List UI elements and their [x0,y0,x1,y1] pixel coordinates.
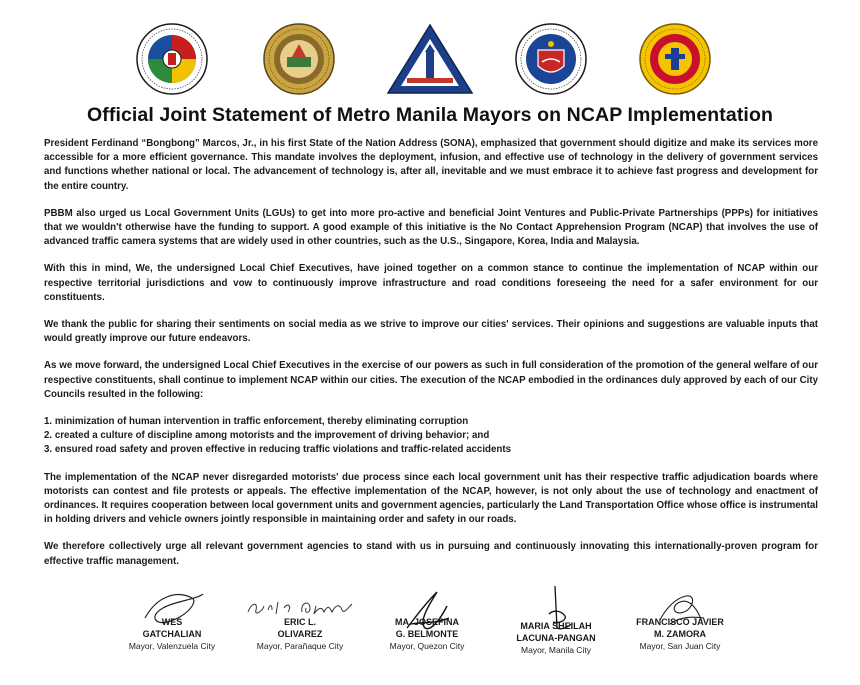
statement-title: Official Joint Statement of Metro Manila Mayors on NCAP Implementation [87,104,773,126]
paragraph-common-stance: With this in mind, We, the undersigned Local Chief Executives, have joined together on a common stance to continue the implementation of NCAP within our respective territorial jurisdictions and vow to continuously improve infrastructure and road conditions foreseeing the need for a safer environment for our constituents. [44,263,818,303]
signatory-name-line1: MARIA SHEILAH [520,621,592,631]
signatory-belmonte [372,588,482,652]
signatory-role: Mayor, Valenzuela City [128,641,216,651]
paragraph-ppp: PBBM also urged us Local Government Units (LGUs) to get into more pro-active and beneficial Joint Ventures and Public-Private Partnerships (PPPs) for initiatives that we wouldn't otherwise have the funding to support. A good example of this initiative is the No Contact Apprehension Program (NCAP) that involves the use of advanced traffic camera systems that are widely used in other countries, such as the U.S., Singapore, Korea, India and Malaysia. [44,207,818,248]
paragraph-urge: We therefore collectively urge all relevant government agencies to stand with us in pursuing and continuously innovating this internationally-proven program for effective traffic management. [44,541,818,567]
signatory-name-line2: M. ZAMORA [654,628,706,639]
signatory-name-line1: MA. JOSEFINA [394,617,459,627]
manila-city-seal-icon [514,22,588,96]
san-juan-city-seal-icon [638,22,712,96]
signatory-role: Mayor, San Juan City [639,641,721,651]
quezon-city-seal-icon [385,22,475,96]
signatory-name-line2: GATCHALIAN [142,628,202,639]
paragraph-sona: President Ferdinand “Bongbong” Marcos, Jr., in his first State of the Nation Address (SONA), emphasized that government should digitize and make its services more accessible for a more efficient governance. This mandate involves the deployment, infusion, and effective use of technology in the delivery of government services and functions whether national or local. The advancement of technology is, after all, inevitable and we must embrace it to achieve fast progress and development for the entire country. [44,138,818,192]
signatory-name-line1: ERIC L. [283,617,316,627]
valenzuela-city-seal-icon [135,22,209,96]
signatory-name-line2: G. BELMONTE [395,628,459,639]
statement-body [44,137,818,582]
signatory-lacuna-pangan [496,588,616,656]
paragraph-due-process: The implementation of the NCAP never disregarded motorists' due process since each local government unit has their respective traffic adjudication boards where motorists can contest and file protests or appeals. The effective implementation of the NCAP, however, is not only about the use of technology and enactment of ordinances. It requires cooperation between local government units and government agencies, particularly the Land Transportation Office whose office is instrumental in holding drivers and vehicle owners jointly responsible in maintaining order and safety in our roads. [44,471,818,526]
signatory-name-line2: LACUNA-PANGAN [516,632,596,643]
list-item: 3. ensured road safety and proven effective in reducing traffic violations and traffic-related accidents [44,444,512,456]
signatories-row [0,588,860,668]
signatory-name-line1: FRANCISCO JAVIER [636,617,724,627]
list-item: 1. minimization of human intervention in traffic enforcement, thereby eliminating corruption [44,416,469,428]
paranaque-city-seal-icon [262,22,336,96]
signatory-role: Mayor, Parañaque City [256,641,344,651]
paragraph-thanks: We thank the public for sharing their sentiments on social media as we strive to improve our cities' services. Their opinions and suggestions are valuable inputs that would greatly improve our future endeavors. [44,319,818,345]
results-list [44,415,818,458]
signatory-zamora [620,588,740,652]
signatory-role: Mayor, Manila City [521,645,591,655]
list-item: 2. created a culture of discipline among motorists and the improvement of driving behavior; and [44,430,490,442]
signatory-role: Mayor, Quezon City [389,641,465,651]
city-seals-row [0,22,860,96]
signatory-name-line2: OLIVAREZ [277,628,323,639]
signatory-gatchalian [112,588,232,652]
signatory-olivarez [240,588,360,652]
signatory-name-line1: WES [161,617,183,627]
paragraph-moving-forward: As we move forward, the undersigned Local Chief Executives in the exercise of our powers as such in full consideration of the promotion of the general welfare of our respective constituents, shall continue to implement NCAP within our cities. The execution of the NCAP embodied in the ordinances duly approved by each of our City Councils resulted in the following: [44,360,818,400]
